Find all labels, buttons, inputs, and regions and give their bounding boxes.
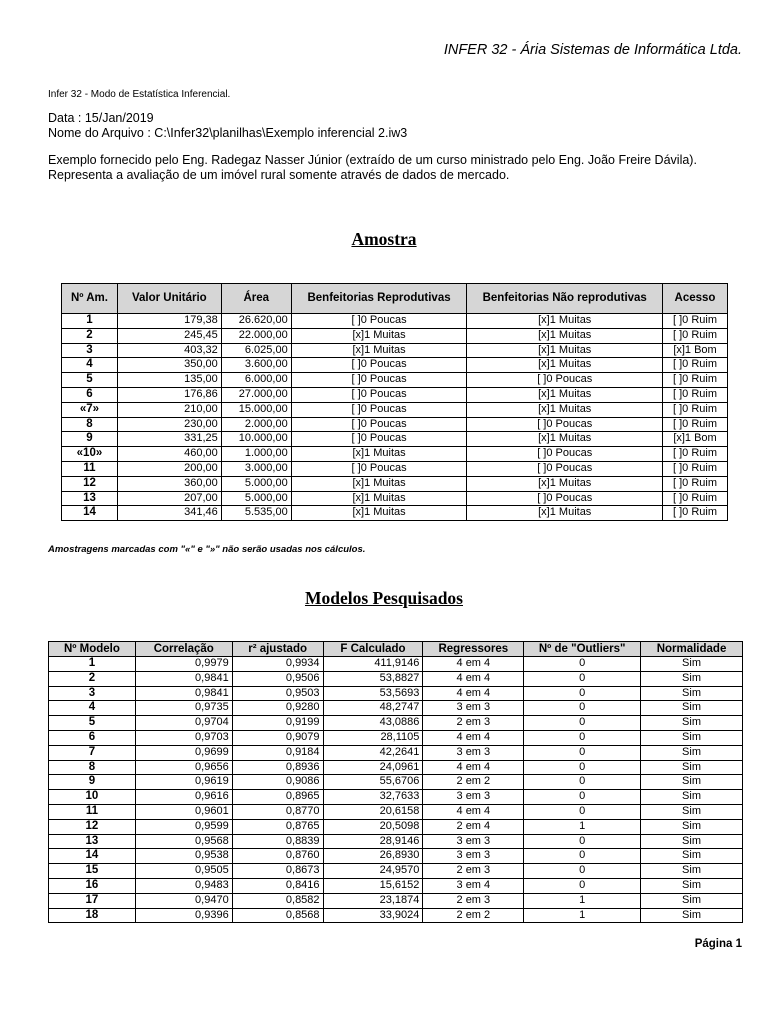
model-row-cell: 0,9568 — [135, 834, 232, 849]
sample-row-cell: [ ]0 Poucas — [467, 461, 663, 476]
sample-row-cell: 12 — [62, 476, 118, 491]
sample-row-cell: 210,00 — [117, 402, 221, 417]
sample-row-cell: [x]1 Muitas — [291, 506, 467, 521]
model-row-cell: Sim — [641, 686, 743, 701]
model-row-cell: 0 — [524, 686, 641, 701]
model-row — [49, 864, 743, 879]
model-row-cell: Sim — [641, 657, 743, 672]
model-row-cell: Sim — [641, 864, 743, 879]
sample-row-cell: 5.000,00 — [221, 491, 291, 506]
sample-row-cell: [ ]0 Poucas — [291, 402, 467, 417]
sample-col-header: Valor Unitário — [117, 284, 221, 314]
model-row-cell: 20,6158 — [323, 804, 423, 819]
sample-row-cell: 10.000,00 — [221, 432, 291, 447]
model-row-cell: 2 em 2 — [423, 775, 524, 790]
models-title: Modelos Pesquisados — [304, 588, 463, 608]
model-row-cell: 0 — [524, 701, 641, 716]
sample-row-cell: 5.535,00 — [221, 506, 291, 521]
sample-col-header: Área — [221, 284, 291, 314]
model-row-cell: 53,8827 — [323, 671, 423, 686]
model-row-cell: 0,9703 — [135, 730, 232, 745]
sample-row-cell: 4 — [62, 358, 118, 373]
model-row-cell: Sim — [641, 730, 743, 745]
model-row-cell: 4 em 4 — [423, 804, 524, 819]
sample-row-cell: [ ]0 Poucas — [467, 491, 663, 506]
sample-row-cell: [ ]0 Poucas — [467, 373, 663, 388]
model-row — [49, 760, 743, 775]
model-row-cell: 2 em 4 — [423, 819, 524, 834]
model-row-cell: 0 — [524, 804, 641, 819]
sample-row-cell: 460,00 — [117, 447, 221, 462]
sample-row-cell: [x]1 Muitas — [291, 491, 467, 506]
sample-row-cell: [ ]0 Ruim — [663, 506, 728, 521]
model-row-cell: 0,8416 — [232, 878, 323, 893]
filename-line: Nome do Arquivo : C:\Infer32\planilhas\Exemplo inferencial 2.iw3 — [48, 126, 408, 140]
sample-row-cell: 2.000,00 — [221, 417, 291, 432]
model-row-cell: Sim — [641, 775, 743, 790]
sample-row — [62, 343, 728, 358]
sample-row-cell: 27.000,00 — [221, 387, 291, 402]
model-row-cell: 0,8765 — [232, 819, 323, 834]
model-row-cell: 2 em 3 — [423, 864, 524, 879]
model-row-cell: 1 — [524, 819, 641, 834]
model-row — [49, 730, 743, 745]
sample-row — [62, 402, 728, 417]
model-row-cell: Sim — [641, 716, 743, 731]
model-row-cell: 0,8568 — [232, 908, 323, 923]
model-row-cell: 0 — [524, 730, 641, 745]
model-row — [49, 878, 743, 893]
model-row — [49, 849, 743, 864]
model-row-cell: 0,8582 — [232, 893, 323, 908]
sample-row-cell: 3 — [62, 343, 118, 358]
model-row-cell: Sim — [641, 790, 743, 805]
model-row-cell: 0,9934 — [232, 657, 323, 672]
models-col-header: Nº de "Outliers" — [524, 642, 641, 657]
model-row-cell: 0,9979 — [135, 657, 232, 672]
sample-row-cell: [ ]0 Poucas — [291, 358, 467, 373]
description: Exemplo fornecido pelo Eng. Radegaz Nasser Júnior (extraído de um curso ministrado pelo Eng. João Freire Dávila). Representa a avaliação de um imóvel rural somente através de dados de mercado. — [48, 153, 697, 182]
models-col-header: Correlação — [135, 642, 232, 657]
models-header-row — [49, 642, 743, 657]
model-row-cell: 4 em 4 — [423, 730, 524, 745]
model-row — [49, 893, 743, 908]
sample-row-cell: 22.000,00 — [221, 328, 291, 343]
model-row-cell: 0,9601 — [135, 804, 232, 819]
sample-row-cell: [ ]0 Poucas — [291, 373, 467, 388]
sample-row-cell: [ ]0 Poucas — [291, 432, 467, 447]
models-col-header: Nº Modelo — [49, 642, 136, 657]
sample-row-cell: 6 — [62, 387, 118, 402]
model-row-cell: 3 em 3 — [423, 701, 524, 716]
sample-header-row — [62, 284, 728, 314]
sample-row-cell: [ ]0 Poucas — [467, 447, 663, 462]
models-col-header: F Calculado — [323, 642, 423, 657]
model-row-cell: 48,2747 — [323, 701, 423, 716]
sample-row-cell: [x]1 Muitas — [467, 387, 663, 402]
sample-row-cell: 8 — [62, 417, 118, 432]
sample-row-cell: 5 — [62, 373, 118, 388]
model-row-cell: 0,9503 — [232, 686, 323, 701]
model-row-cell: 55,6706 — [323, 775, 423, 790]
model-row-cell: 24,9570 — [323, 864, 423, 879]
model-row-cell: 14 — [49, 849, 136, 864]
sample-row-cell: [ ]0 Ruim — [663, 402, 728, 417]
sample-row-cell: [x]1 Muitas — [291, 476, 467, 491]
file-meta — [48, 111, 407, 141]
model-row-cell: 0,9704 — [135, 716, 232, 731]
model-row-cell: 0,9483 — [135, 878, 232, 893]
model-row-cell: 15 — [49, 864, 136, 879]
model-row-cell: 3 em 3 — [423, 849, 524, 864]
model-row-cell: 2 em 2 — [423, 908, 524, 923]
model-row — [49, 716, 743, 731]
model-row-cell: Sim — [641, 671, 743, 686]
sample-row-cell: 5.000,00 — [221, 476, 291, 491]
model-row-cell: 0 — [524, 790, 641, 805]
sample-row-cell: 341,46 — [117, 506, 221, 521]
model-row-cell: 0,9735 — [135, 701, 232, 716]
model-row-cell: 3 em 3 — [423, 790, 524, 805]
sample-row-cell: 3.600,00 — [221, 358, 291, 373]
sample-row-cell: 9 — [62, 432, 118, 447]
model-row-cell: 28,9146 — [323, 834, 423, 849]
sample-row-cell: [ ]0 Poucas — [291, 461, 467, 476]
sample-row-cell: [ ]0 Ruim — [663, 358, 728, 373]
model-row — [49, 834, 743, 849]
model-row-cell: 9 — [49, 775, 136, 790]
model-row-cell: 1 — [524, 893, 641, 908]
sample-row-cell: [ ]0 Poucas — [467, 417, 663, 432]
model-row-cell: 3 em 3 — [423, 834, 524, 849]
model-row-cell: 6 — [49, 730, 136, 745]
model-row-cell: 0,9841 — [135, 686, 232, 701]
sample-row-cell: 207,00 — [117, 491, 221, 506]
model-row-cell: 4 em 4 — [423, 671, 524, 686]
model-row-cell: 0,9656 — [135, 760, 232, 775]
model-row-cell: Sim — [641, 745, 743, 760]
sample-row-cell: [x]1 Muitas — [291, 343, 467, 358]
model-row-cell: 11 — [49, 804, 136, 819]
sample-row-cell: 15.000,00 — [221, 402, 291, 417]
page-number: Página 1 — [694, 938, 742, 950]
sample-row-cell: [x]1 Muitas — [467, 506, 663, 521]
sample-row-cell: 2 — [62, 328, 118, 343]
sample-row-cell: 14 — [62, 506, 118, 521]
model-row-cell: 0,9470 — [135, 893, 232, 908]
sample-row-cell: [ ]0 Poucas — [291, 314, 467, 329]
sample-row-cell: [x]1 Bom — [663, 432, 728, 447]
model-row-cell: 7 — [49, 745, 136, 760]
model-row-cell: 20,5098 — [323, 819, 423, 834]
model-row-cell: 1 — [524, 908, 641, 923]
model-row-cell: 411,9146 — [323, 657, 423, 672]
models-col-header: Regressores — [423, 642, 524, 657]
sample-row-cell: 176,86 — [117, 387, 221, 402]
sample-row-cell: «10» — [62, 447, 118, 462]
sample-row-cell: 3.000,00 — [221, 461, 291, 476]
sample-row-cell: 350,00 — [117, 358, 221, 373]
sample-row-cell: 245,45 — [117, 328, 221, 343]
sample-row-cell: [x]1 Bom — [663, 343, 728, 358]
models-col-header: r² ajustado — [232, 642, 323, 657]
model-row-cell: 12 — [49, 819, 136, 834]
sample-row-cell: [x]1 Muitas — [291, 328, 467, 343]
model-row-cell: 0,9079 — [232, 730, 323, 745]
model-row-cell: 23,1874 — [323, 893, 423, 908]
model-row-cell: 0,9699 — [135, 745, 232, 760]
sample-row-cell: [x]1 Muitas — [467, 476, 663, 491]
sample-title: Amostra — [351, 229, 417, 249]
sample-row-cell: 179,38 — [117, 314, 221, 329]
sample-row-cell: [x]1 Muitas — [467, 402, 663, 417]
model-row-cell: 0,9506 — [232, 671, 323, 686]
sample-row — [62, 461, 728, 476]
sample-row-cell: [ ]0 Poucas — [291, 417, 467, 432]
sample-row-cell: 1 — [62, 314, 118, 329]
model-row-cell: 3 em 3 — [423, 745, 524, 760]
sample-row-cell: 331,25 — [117, 432, 221, 447]
model-row-cell: 0,8770 — [232, 804, 323, 819]
model-row-cell: 2 em 3 — [423, 716, 524, 731]
sample-row-cell: 11 — [62, 461, 118, 476]
sample-row-cell: [x]1 Muitas — [467, 314, 663, 329]
sample-row-cell: [ ]0 Ruim — [663, 417, 728, 432]
sample-col-header: Nº Am. — [62, 284, 118, 314]
sample-row-cell: 360,00 — [117, 476, 221, 491]
model-row-cell: 0,9599 — [135, 819, 232, 834]
model-row — [49, 657, 743, 672]
model-row-cell: 0 — [524, 878, 641, 893]
models-col-header: Normalidade — [641, 642, 743, 657]
model-row-cell: Sim — [641, 819, 743, 834]
model-row — [49, 790, 743, 805]
model-row-cell: Sim — [641, 701, 743, 716]
model-row-cell: 0,9396 — [135, 908, 232, 923]
sample-col-header: Benfeitorias Reprodutivas — [291, 284, 467, 314]
sample-row-cell: 6.000,00 — [221, 373, 291, 388]
sample-row — [62, 387, 728, 402]
sample-row-cell: 26.620,00 — [221, 314, 291, 329]
sample-row-cell: 200,00 — [117, 461, 221, 476]
model-row-cell: Sim — [641, 849, 743, 864]
sample-row-cell: 403,32 — [117, 343, 221, 358]
model-row — [49, 686, 743, 701]
model-row-cell: 0,9199 — [232, 716, 323, 731]
sample-row — [62, 314, 728, 329]
sample-row-cell: 135,00 — [117, 373, 221, 388]
model-row-cell: 15,6152 — [323, 878, 423, 893]
sample-row-cell: [ ]0 Ruim — [663, 314, 728, 329]
model-row-cell: 0,8965 — [232, 790, 323, 805]
model-row-cell: 53,5693 — [323, 686, 423, 701]
model-row-cell: 0,8673 — [232, 864, 323, 879]
model-row — [49, 701, 743, 716]
model-row-cell: 13 — [49, 834, 136, 849]
model-row-cell: 1 — [49, 657, 136, 672]
sample-row-cell: 230,00 — [117, 417, 221, 432]
model-row-cell: 16 — [49, 878, 136, 893]
sample-row-cell: [ ]0 Ruim — [663, 476, 728, 491]
sample-row-cell: [ ]0 Ruim — [663, 328, 728, 343]
sample-col-header: Acesso — [663, 284, 728, 314]
model-row — [49, 804, 743, 819]
model-row-cell: 0 — [524, 864, 641, 879]
model-row — [49, 745, 743, 760]
model-row — [49, 775, 743, 790]
model-row-cell: 26,8930 — [323, 849, 423, 864]
model-row-cell: 8 — [49, 760, 136, 775]
sample-row — [62, 447, 728, 462]
model-row-cell: 18 — [49, 908, 136, 923]
sample-row-cell: [x]1 Muitas — [467, 432, 663, 447]
model-row-cell: 0 — [524, 760, 641, 775]
sample-row-cell: «7» — [62, 402, 118, 417]
model-row-cell: 0,8760 — [232, 849, 323, 864]
model-row-cell: Sim — [641, 834, 743, 849]
model-row-cell: Sim — [641, 908, 743, 923]
model-row-cell: 0 — [524, 849, 641, 864]
model-row-cell: 0,9616 — [135, 790, 232, 805]
model-row-cell: 3 — [49, 686, 136, 701]
model-row-cell: 2 em 3 — [423, 893, 524, 908]
sample-row — [62, 506, 728, 521]
model-row-cell: 32,7633 — [323, 790, 423, 805]
model-row-cell: 0 — [524, 671, 641, 686]
model-row-cell: 0 — [524, 657, 641, 672]
sample-row — [62, 417, 728, 432]
model-row-cell: 0 — [524, 775, 641, 790]
model-row-cell: 33,9024 — [323, 908, 423, 923]
sample-row — [62, 373, 728, 388]
sample-col-header: Benfeitorias Não reprodutivas — [467, 284, 663, 314]
model-row-cell: 4 em 4 — [423, 657, 524, 672]
mode-subtitle: Infer 32 - Modo de Estatística Inferencial. — [48, 89, 231, 100]
exclusion-note: Amostragens marcadas com "«" e "»" não serão usadas nos cálculos. — [48, 544, 366, 555]
sample-row-cell: [ ]0 Ruim — [663, 461, 728, 476]
model-row-cell: 0,9184 — [232, 745, 323, 760]
model-row-cell: Sim — [641, 893, 743, 908]
model-row-cell: 5 — [49, 716, 136, 731]
model-row-cell: Sim — [641, 760, 743, 775]
model-row-cell: 2 — [49, 671, 136, 686]
model-row-cell: 0,9538 — [135, 849, 232, 864]
model-row-cell: 28,1105 — [323, 730, 423, 745]
model-row-cell: 4 em 4 — [423, 760, 524, 775]
sample-row-cell: [ ]0 Ruim — [663, 387, 728, 402]
sample-row-cell: [x]1 Muitas — [467, 343, 663, 358]
model-row — [49, 819, 743, 834]
model-row-cell: 0,9505 — [135, 864, 232, 879]
sample-row-cell: [ ]0 Ruim — [663, 491, 728, 506]
model-row-cell: 0 — [524, 834, 641, 849]
model-row — [49, 671, 743, 686]
model-row-cell: 24,0961 — [323, 760, 423, 775]
model-row-cell: 4 — [49, 701, 136, 716]
model-row-cell: 3 em 4 — [423, 878, 524, 893]
sample-row-cell: [ ]0 Poucas — [291, 387, 467, 402]
sample-row-cell: [ ]0 Ruim — [663, 373, 728, 388]
date-line: Data : 15/Jan/2019 — [48, 111, 154, 125]
sample-row-cell: [ ]0 Ruim — [663, 447, 728, 462]
model-row-cell: 0,8839 — [232, 834, 323, 849]
model-row-cell: 17 — [49, 893, 136, 908]
sample-row-cell: 6.025,00 — [221, 343, 291, 358]
model-row-cell: 42,2641 — [323, 745, 423, 760]
models-table — [48, 641, 743, 923]
model-row-cell: 0,9841 — [135, 671, 232, 686]
model-row-cell: 10 — [49, 790, 136, 805]
model-row-cell: 43,0886 — [323, 716, 423, 731]
sample-row-cell: [x]1 Muitas — [467, 358, 663, 373]
sample-row-cell: [x]1 Muitas — [467, 328, 663, 343]
sample-row — [62, 358, 728, 373]
model-row-cell: Sim — [641, 878, 743, 893]
model-row — [49, 908, 743, 923]
sample-row — [62, 432, 728, 447]
model-row-cell: 0 — [524, 745, 641, 760]
model-row-cell: 0 — [524, 716, 641, 731]
sample-row — [62, 476, 728, 491]
sample-row-cell: [x]1 Muitas — [291, 447, 467, 462]
company-header: INFER 32 - Ária Sistemas de Informática Ltda. — [443, 42, 742, 58]
sample-row-cell: 1.000,00 — [221, 447, 291, 462]
model-row-cell: 0,9619 — [135, 775, 232, 790]
model-row-cell: 0,9280 — [232, 701, 323, 716]
model-row-cell: Sim — [641, 804, 743, 819]
sample-row-cell: 13 — [62, 491, 118, 506]
model-row-cell: 0,9086 — [232, 775, 323, 790]
sample-row — [62, 491, 728, 506]
model-row-cell: 4 em 4 — [423, 686, 524, 701]
model-row-cell: 0,8936 — [232, 760, 323, 775]
sample-table — [61, 283, 728, 521]
sample-row — [62, 328, 728, 343]
